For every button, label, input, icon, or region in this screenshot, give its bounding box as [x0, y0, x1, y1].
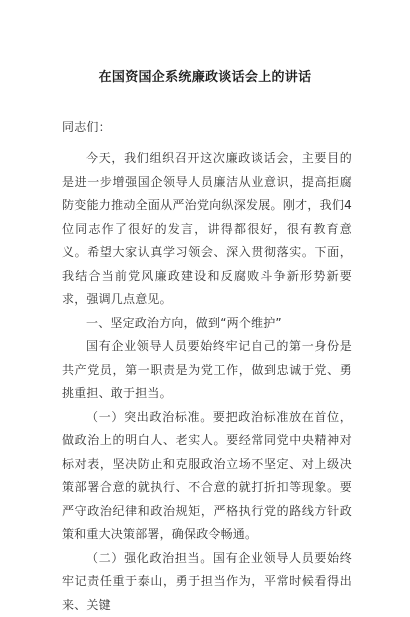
section-heading-1: 一、坚定政治方向，做到“两个维护” — [62, 312, 352, 336]
greeting: 同志们： — [62, 116, 352, 140]
subsection-2-paragraph: （二）强化政治担当。国有企业领导人员要始终牢记责任重于泰山，勇于担当作为，平常时候看得出来、关键 — [62, 547, 352, 617]
section-1-paragraph: 国有企业领导人员要始终牢记自己的第一身份是共产党员，第一职责是为党工作，做到忠诚于党、勇挑重担、敢于担当。 — [62, 335, 352, 406]
subsection-1-paragraph: （一）突出政治标准。要把政治标准放在首位，做政治上的明白人、老实人。要经常同党中央精神对标对表，坚决防止和克服政治立场不坚定、对上级决策部署合意的就执行、不合意的就打折扣等现象。要严守政治纪律和政治规矩，严格执行党的路线方针政策和重大决策部署，确保政令畅通。 — [62, 406, 352, 547]
intro-paragraph: 今天，我们组织召开这次廉政谈话会，主要目的是进一步增强国企领导人员廉洁从业意识，提高拒腐防变能力推动全面从严治党向纵深发展。刚才，我们4位同志作了很好的发言，讲得都很好，很有教育意义。希望大家认真学习领会、深入贯彻落实。下面，我结合当前党风廉政建设和反腐败斗争新形势新要求，强调几点意见。 — [62, 147, 352, 312]
document-body — [62, 147, 352, 617]
document-title: 在国资国企系统廉政谈话会上的讲话 — [0, 66, 410, 85]
